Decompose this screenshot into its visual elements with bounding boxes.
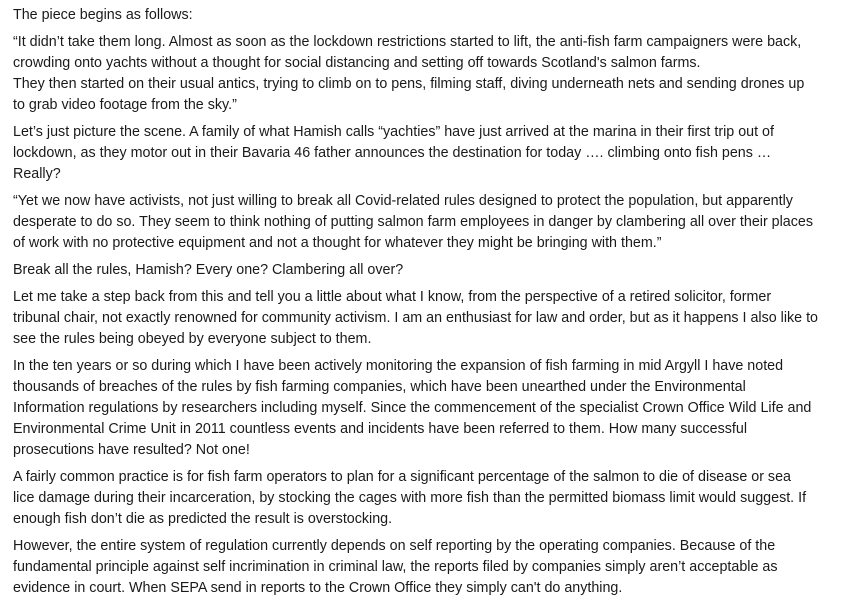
text-line: see the rules being obeyed by everyone subject to them.	[13, 331, 372, 347]
text-line: Information regulations by researchers including myself. Since the commencement of the specialist Crown Office Wild Life and	[13, 400, 812, 416]
text-line: Environmental Crime Unit in 2011 countless events and incidents have been referred to them. How many successful	[13, 421, 748, 437]
text-line: Let me take a step back from this and tell you a little about what I know, from the perspective of a retired solicitor, former	[13, 289, 772, 305]
paragraph-quote-2	[13, 191, 839, 254]
paragraph-self-reporting	[13, 536, 839, 599]
text-line: They then started on their usual antics, trying to climb on to pens, filming staff, diving underneath nets and sending drones up	[13, 76, 805, 92]
text-line: lockdown, as they motor out in their Bavaria 46 father announces the destination for today …. climbing onto fish pens …	[13, 145, 772, 161]
paragraph-stocking-practice	[13, 467, 839, 530]
text-line: lice damage during their incarceration, by stocking the cages with more fish than the permitted biomass limit would suggest. If	[13, 490, 807, 506]
text-line: desperate to do so. They seem to think nothing of putting salmon farm employees in danger by clambering all over their places	[13, 214, 814, 230]
paragraph-quote-1	[13, 32, 839, 116]
paragraph-author-background	[13, 287, 839, 350]
paragraph-rules-question	[13, 260, 839, 281]
text-line: In the ten years or so during which I have been actively monitoring the expansion of fish farming in mid Argyll I have noted	[13, 358, 784, 374]
text-line: However, the entire system of regulation currently depends on self reporting by the operating companies. Because of the	[13, 538, 776, 554]
text-line: “Yet we now have activists, not just willing to break all Covid-related rules designed to protect the population, but apparently	[13, 193, 793, 209]
text-line: “It didn’t take them long. Almost as soon as the lockdown restrictions started to lift, the anti-fish farm campaigners were back,	[13, 34, 802, 50]
text-line: Really?	[13, 166, 61, 182]
text-line: to grab video footage from the sky.”	[13, 97, 237, 113]
paragraph-monitoring	[13, 356, 839, 461]
text-line: of work with no protective equipment and not a thought for whatever they might be bringing with them.”	[13, 235, 662, 251]
text-line: thousands of breaches of the rules by fish farming companies, which have been unearthed under the Environmental	[13, 379, 746, 395]
article-body	[13, 5, 839, 605]
text-line: tribunal chair, not exactly renowned for community activism. I am an enthusiast for law and order, but as it happens I also like to	[13, 310, 819, 326]
paragraph-intro	[13, 5, 839, 26]
text-line: evidence in court. When SEPA send in reports to the Crown Office they simply can't do anything.	[13, 580, 623, 596]
text-line: enough fish don’t die as predicted the result is overstocking.	[13, 511, 393, 527]
text-line: prosecutions have resulted? Not one!	[13, 442, 250, 458]
paragraph-scene	[13, 122, 839, 185]
text-line: Break all the rules, Hamish? Every one? Clambering all over?	[13, 262, 404, 278]
text-line: A fairly common practice is for fish farm operators to plan for a significant percentage of the salmon to die of disease or sea	[13, 469, 791, 485]
text-line: crowding onto yachts without a thought for social distancing and setting off towards Scotland's salmon farms.	[13, 55, 701, 71]
text-line: Let’s just picture the scene. A family of what Hamish calls “yachties” have just arrived at the marina in their first trip out of	[13, 124, 774, 140]
text-line: fundamental principle against self incrimination in criminal law, the reports filed by companies simply aren’t acceptable as	[13, 559, 778, 575]
text-line: The piece begins as follows:	[13, 7, 193, 23]
